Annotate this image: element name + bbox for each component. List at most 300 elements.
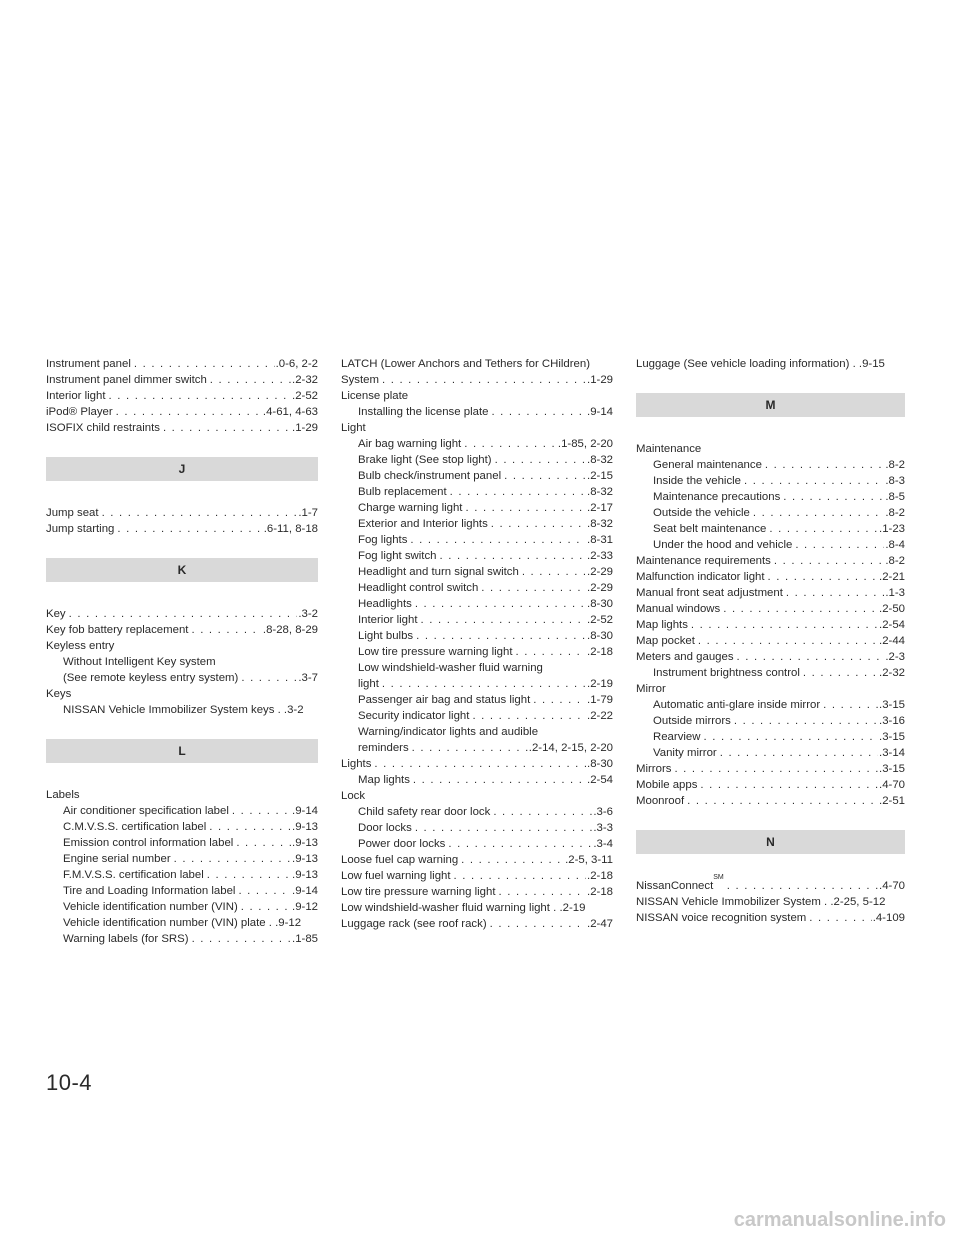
dot-leader <box>750 505 884 521</box>
index-entry <box>636 665 905 681</box>
dot-leader <box>731 713 878 729</box>
entry-page-ref: .2-51 <box>879 795 905 807</box>
entries-l <box>46 787 318 947</box>
index-entry <box>341 516 613 532</box>
dot-leader <box>488 404 586 420</box>
entry-term: Seat belt maintenance <box>653 523 767 535</box>
dot-leader <box>780 489 884 505</box>
entry-page-ref: .9-13 <box>292 821 318 833</box>
entry-term: Maintenance <box>636 443 702 455</box>
entry-page-ref: .3-7 <box>298 672 318 684</box>
dot-leader <box>407 532 586 548</box>
entry-term: Outside mirrors <box>653 715 731 727</box>
entry-term: NissanConnect <box>636 880 714 892</box>
entry-term: Key fob battery replacement <box>46 624 189 636</box>
entry-page-ref: .3-15 <box>879 699 905 711</box>
dot-leader <box>418 612 587 628</box>
entry-page-ref: .9-13 <box>292 869 318 881</box>
entry-page-ref: .8-30 <box>587 630 613 642</box>
entry-page-ref: .8-31 <box>587 534 613 546</box>
index-entry <box>341 724 613 740</box>
entry-page-ref: .6-11, 8-18 <box>263 523 318 535</box>
index-entry <box>636 713 905 729</box>
dot-leader <box>487 916 586 932</box>
dot-leader <box>512 644 586 660</box>
index-entry <box>46 702 318 718</box>
index-entry <box>341 900 613 916</box>
entries-n <box>636 874 905 926</box>
index-entry <box>341 708 613 724</box>
entries-j <box>46 505 318 537</box>
index-entry <box>341 500 613 516</box>
entry-term: Power door locks <box>358 838 446 850</box>
entry-page-ref: .2-52 <box>292 390 318 402</box>
entry-term: Malfunction indicator light <box>636 571 765 583</box>
index-entry <box>636 441 905 457</box>
entry-term: Engine serial number <box>63 853 171 865</box>
index-entry <box>341 420 613 436</box>
index-entry <box>341 388 613 404</box>
entry-term: Light <box>341 422 366 434</box>
entry-term: Meters and gauges <box>636 651 734 663</box>
index-entry <box>341 820 613 836</box>
dot-leader <box>238 670 297 686</box>
index-column-1 <box>46 356 318 947</box>
dot-leader <box>695 633 878 649</box>
dot-leader <box>229 803 291 819</box>
entry-page-ref: .2-5, 3-11 <box>565 854 613 866</box>
index-entry <box>636 777 905 793</box>
dot-leader <box>720 601 878 617</box>
entry-page-ref: .9-14 <box>292 885 318 897</box>
dot-leader <box>409 740 528 756</box>
index-entry <box>46 787 318 803</box>
index-entry <box>341 740 613 756</box>
entry-term: System <box>341 374 379 386</box>
entry-page-ref: . .9-15 <box>852 358 885 370</box>
index-entry <box>46 851 318 867</box>
index-entry <box>341 580 613 596</box>
entry-term: Low fuel warning light <box>341 870 451 882</box>
entry-term: Door locks <box>358 822 412 834</box>
entry-term: Maintenance precautions <box>653 491 781 503</box>
entry-page-ref: .2-18 <box>587 870 613 882</box>
index-entry <box>636 633 905 649</box>
index-entry <box>341 644 613 660</box>
entry-page-ref: .2-29 <box>587 566 613 578</box>
entry-term: Outside the vehicle <box>653 507 750 519</box>
entry-page-ref: .2-47 <box>587 918 613 930</box>
entry-page-ref: .2-32 <box>292 374 318 386</box>
entry-term: Labels <box>46 789 80 801</box>
dot-leader <box>371 756 586 772</box>
entry-page-ref: .2-50 <box>879 603 905 615</box>
entry-term: Jump starting <box>46 523 115 535</box>
dot-leader <box>717 745 878 761</box>
index-entry <box>341 916 613 932</box>
index-entry <box>636 489 905 505</box>
entry-page-ref: .2-19 <box>587 678 613 690</box>
dot-leader <box>160 420 291 436</box>
entry-term: Automatic anti-glare inside mirror <box>653 699 821 711</box>
entry-term: Low windshield-washer fluid warning <box>358 662 543 674</box>
dot-leader <box>171 851 291 867</box>
entry-page-ref: .9-13 <box>292 853 318 865</box>
entry-term: Air conditioner specification label <box>63 805 229 817</box>
entry-term: Headlight and turn signal switch <box>358 566 519 578</box>
entry-term: (See remote keyless entry system) <box>63 672 239 684</box>
index-entry <box>341 436 613 452</box>
index-entry <box>636 745 905 761</box>
entry-term: ISOFIX child restraints <box>46 422 160 434</box>
index-entry <box>46 670 318 686</box>
entry-term: Child safety rear door lock <box>358 806 491 818</box>
entry-term: Loose fuel cap warning <box>341 854 459 866</box>
letter-heading-l: L <box>46 739 318 763</box>
entry-term: Maintenance requirements <box>636 555 771 567</box>
entry-page-ref: .3-4 <box>593 838 613 850</box>
dot-leader <box>410 772 586 788</box>
page-number: 10-4 <box>46 1070 93 1095</box>
entry-page-ref: .2-21 <box>879 571 905 583</box>
entry-page-ref: .2-32 <box>879 667 905 679</box>
index-entry <box>636 505 905 521</box>
entry-page-ref: .2-54 <box>879 619 905 631</box>
index-entry <box>341 676 613 692</box>
entry-page-ref: .8-32 <box>587 454 613 466</box>
dot-leader <box>437 548 587 564</box>
letter-heading-m: M <box>636 393 905 417</box>
dot-leader <box>697 777 878 793</box>
index-entry <box>341 660 613 676</box>
index-entry <box>46 803 318 819</box>
entry-page-ref: .3-6 <box>593 806 613 818</box>
dot-leader <box>106 388 292 404</box>
index-entry <box>636 793 905 809</box>
dot-leader <box>412 820 593 836</box>
index-entry <box>341 628 613 644</box>
entries-i <box>46 356 318 436</box>
entry-term: Manual front seat adjustment <box>636 587 783 599</box>
entry-page-ref: .2-18 <box>587 646 613 658</box>
entry-page-ref: .9-13 <box>292 837 318 849</box>
dot-leader <box>447 484 586 500</box>
letter-heading-n: N <box>636 830 905 854</box>
entry-term: License plate <box>341 390 409 402</box>
entry-page-ref: .0-6, 2-2 <box>275 358 318 370</box>
index-entry <box>46 883 318 899</box>
index-entry <box>341 804 613 820</box>
entry-term: Instrument panel dimmer switch <box>46 374 207 386</box>
index-entry <box>341 612 613 628</box>
index-entry <box>341 564 613 580</box>
dot-leader <box>684 793 878 809</box>
entry-term: Installing the license plate <box>358 406 489 418</box>
index-column-2 <box>341 356 613 932</box>
entry-page-ref: .1-3 <box>885 587 905 599</box>
dot-leader <box>820 697 878 713</box>
index-entry <box>341 548 613 564</box>
index-entry <box>341 468 613 484</box>
index-entry <box>341 596 613 612</box>
index-entry <box>341 484 613 500</box>
entry-page-ref: .2-14, 2-15, 2-20 <box>528 742 613 754</box>
index-entry <box>341 532 613 548</box>
entry-term: Security indicator light <box>358 710 470 722</box>
dot-leader <box>490 804 592 820</box>
index-entry <box>46 404 318 420</box>
entry-page-ref: .8-4 <box>885 539 905 551</box>
index-entry <box>341 788 613 804</box>
index-entry <box>341 356 613 372</box>
entry-page-ref: .9-12 <box>292 901 318 913</box>
entry-page-ref: . .9-12 <box>268 917 302 929</box>
entry-term: Fog light switch <box>358 550 437 562</box>
entry-page-ref: .2-29 <box>587 582 613 594</box>
entries-m <box>636 441 905 809</box>
entry-term: Fog lights <box>358 534 408 546</box>
entry-page-ref: .3-14 <box>879 747 905 759</box>
entry-term: C.M.V.S.S. certification label <box>63 821 207 833</box>
dot-leader <box>188 622 261 638</box>
entry-term: NISSAN Vehicle Immobilizer System <box>636 896 821 908</box>
entry-page-ref: .2-52 <box>587 614 613 626</box>
index-entry <box>341 836 613 852</box>
index-entry <box>46 521 318 537</box>
entry-page-ref: . .2-19 <box>553 902 586 914</box>
entry-term: Keys <box>46 688 72 700</box>
dot-leader <box>189 931 291 947</box>
dot-leader <box>488 516 586 532</box>
dot-leader <box>700 729 878 745</box>
dot-leader <box>765 569 879 585</box>
index-entry <box>46 638 318 654</box>
index-entry <box>636 649 905 665</box>
dot-leader <box>235 883 291 899</box>
letter-heading-k: K <box>46 558 318 582</box>
entry-term: Lights <box>341 758 372 770</box>
entry-term: light <box>358 678 379 690</box>
dot-leader <box>478 580 586 596</box>
entry-term: Warning labels (for SRS) <box>63 933 189 945</box>
index-entry <box>636 473 905 489</box>
index-entry <box>636 894 905 910</box>
dot-leader <box>741 473 884 489</box>
entry-page-ref: .3-16 <box>879 715 905 727</box>
entry-term: Luggage (See vehicle loading information) <box>636 358 850 370</box>
entry-term: Bulb replacement <box>358 486 447 498</box>
entry-page-ref: .1-79 <box>587 694 613 706</box>
dot-leader <box>766 521 878 537</box>
index-entry <box>46 867 318 883</box>
entry-term: Exterior and Interior lights <box>358 518 488 530</box>
dot-leader <box>207 372 291 388</box>
entry-page-ref: .2-18 <box>587 886 613 898</box>
entry-page-ref: .9-14 <box>587 406 613 418</box>
entry-page-ref: .1-29 <box>587 374 613 386</box>
index-entry <box>636 729 905 745</box>
index-entry <box>636 553 905 569</box>
entry-term: F.M.V.S.S. certification label <box>63 869 204 881</box>
index-entry <box>341 772 613 788</box>
entry-term: Mirror <box>636 683 666 695</box>
entry-term: Inside the vehicle <box>653 475 742 487</box>
dot-leader <box>379 372 586 388</box>
index-entry <box>341 852 613 868</box>
index-entry <box>46 654 318 670</box>
entry-page-ref: .1-23 <box>879 523 905 535</box>
index-entry <box>636 910 905 926</box>
entry-page-ref: . .2-25, 5-12 <box>824 896 886 908</box>
entry-page-ref: .2-17 <box>587 502 613 514</box>
entry-page-ref: .8-32 <box>587 518 613 530</box>
index-entry <box>46 915 318 931</box>
entry-page-ref: .8-32 <box>587 486 613 498</box>
index-entry <box>636 697 905 713</box>
dot-leader <box>461 436 557 452</box>
dot-leader <box>379 676 586 692</box>
entry-term: Key <box>46 608 66 620</box>
index-column-3 <box>636 356 905 926</box>
entry-page-ref: .2-33 <box>587 550 613 562</box>
index-entry <box>636 457 905 473</box>
dot-leader <box>671 761 878 777</box>
dot-leader <box>204 867 291 883</box>
dot-leader <box>462 500 586 516</box>
entry-page-ref: .2-15 <box>587 470 613 482</box>
index-entry <box>46 356 318 372</box>
entry-term: NISSAN voice recognition system <box>636 912 807 924</box>
index-entry <box>636 521 905 537</box>
entry-page-ref: .3-2 <box>298 608 318 620</box>
entry-term: Headlight control switch <box>358 582 479 594</box>
dot-leader <box>99 505 298 521</box>
entry-page-ref: .1-7 <box>298 507 318 519</box>
entry-superscript: SM <box>713 874 724 881</box>
dot-leader <box>734 649 885 665</box>
entry-page-ref: .3-3 <box>593 822 613 834</box>
entry-term: reminders <box>358 742 409 754</box>
entry-term: Without Intelligent Key system <box>63 656 216 668</box>
entry-term: iPod® Player <box>46 406 113 418</box>
entry-page-ref: .4-109 <box>872 912 905 924</box>
entry-term: NISSAN Vehicle Immobilizer System keys <box>63 704 275 716</box>
entry-term: Instrument panel <box>46 358 131 370</box>
entry-term: Low windshield-washer fluid warning light <box>341 902 550 914</box>
dot-leader <box>806 910 871 926</box>
dot-leader <box>501 468 586 484</box>
entry-page-ref: .2-22 <box>587 710 613 722</box>
entry-page-ref: .8-30 <box>587 758 613 770</box>
dot-leader <box>113 404 262 420</box>
entry-term: Brake light (See stop light) <box>358 454 492 466</box>
index-entry <box>341 372 613 388</box>
index-entry <box>636 681 905 697</box>
entry-term: Headlights <box>358 598 412 610</box>
entry-term: LATCH (Lower Anchors and Tethers for CHildren) <box>341 358 591 370</box>
index-entry <box>636 761 905 777</box>
entries-l-continued <box>341 356 613 932</box>
letter-heading-j: J <box>46 457 318 481</box>
dot-leader <box>688 617 878 633</box>
entry-term: Map lights <box>358 774 410 786</box>
entry-page-ref: .8-2 <box>885 555 905 567</box>
entry-page-ref: .2-3 <box>885 651 905 663</box>
entry-term: Emission control information label <box>63 837 234 849</box>
index-entry <box>636 537 905 553</box>
index-entry <box>636 874 905 894</box>
dot-leader <box>413 628 586 644</box>
dot-leader <box>412 596 586 612</box>
entry-term: Mirrors <box>636 763 672 775</box>
entry-term: Vanity mirror <box>653 747 717 759</box>
dot-leader <box>451 868 586 884</box>
entry-term: Warning/indicator lights and audible <box>358 726 539 738</box>
dot-leader <box>445 836 592 852</box>
dot-leader <box>66 606 298 622</box>
entry-page-ref: .1-85, 2-20 <box>557 438 613 450</box>
index-entry <box>636 569 905 585</box>
entry-page-ref: .8-2 <box>885 459 905 471</box>
index-entry <box>341 884 613 900</box>
dot-leader <box>131 356 275 372</box>
dot-leader <box>519 564 586 580</box>
dot-leader <box>206 819 291 835</box>
index-entry <box>46 420 318 436</box>
index-entry <box>341 404 613 420</box>
entry-term: Instrument brightness control <box>653 667 800 679</box>
entry-page-ref: .4-70 <box>879 779 905 791</box>
entry-page-ref: .1-29 <box>292 422 318 434</box>
entry-term: Manual windows <box>636 603 721 615</box>
dot-leader <box>800 665 878 681</box>
index-entry <box>46 388 318 404</box>
dot-leader <box>114 521 262 537</box>
entry-term: Luggage rack (see roof rack) <box>341 918 487 930</box>
dot-leader <box>530 692 586 708</box>
entry-page-ref: .8-2 <box>885 507 905 519</box>
entry-page-ref: .8-30 <box>587 598 613 610</box>
dot-leader <box>724 878 878 894</box>
entry-page-ref: .8-5 <box>885 491 905 503</box>
index-entry <box>46 835 318 851</box>
entry-term: Under the hood and vehicle <box>653 539 793 551</box>
entry-term: Keyless entry <box>46 640 115 652</box>
index-entry <box>636 617 905 633</box>
entry-term: General maintenance <box>653 459 762 471</box>
entry-page-ref: .8-3 <box>885 475 905 487</box>
watermark: carmanualsonline.info <box>733 1209 946 1231</box>
entry-term: Passenger air bag and status light <box>358 694 531 706</box>
entry-page-ref: .1-85 <box>292 933 318 945</box>
index-entry <box>341 452 613 468</box>
entry-term: Bulb check/instrument panel <box>358 470 502 482</box>
entry-term: Interior light <box>46 390 106 402</box>
dot-leader <box>492 452 586 468</box>
dot-leader <box>238 899 291 915</box>
entries-k <box>46 606 318 718</box>
entry-term: Moonroof <box>636 795 685 807</box>
dot-leader <box>792 537 884 553</box>
index-entry <box>46 899 318 915</box>
entry-page-ref: .9-14 <box>292 805 318 817</box>
entry-page-ref: .2-44 <box>879 635 905 647</box>
entry-term: Interior light <box>358 614 418 626</box>
entry-page-ref: .3-15 <box>879 763 905 775</box>
index-entry <box>46 686 318 702</box>
entry-page-ref: .4-70 <box>879 880 905 892</box>
entry-term: Vehicle identification number (VIN) plate <box>63 917 266 929</box>
